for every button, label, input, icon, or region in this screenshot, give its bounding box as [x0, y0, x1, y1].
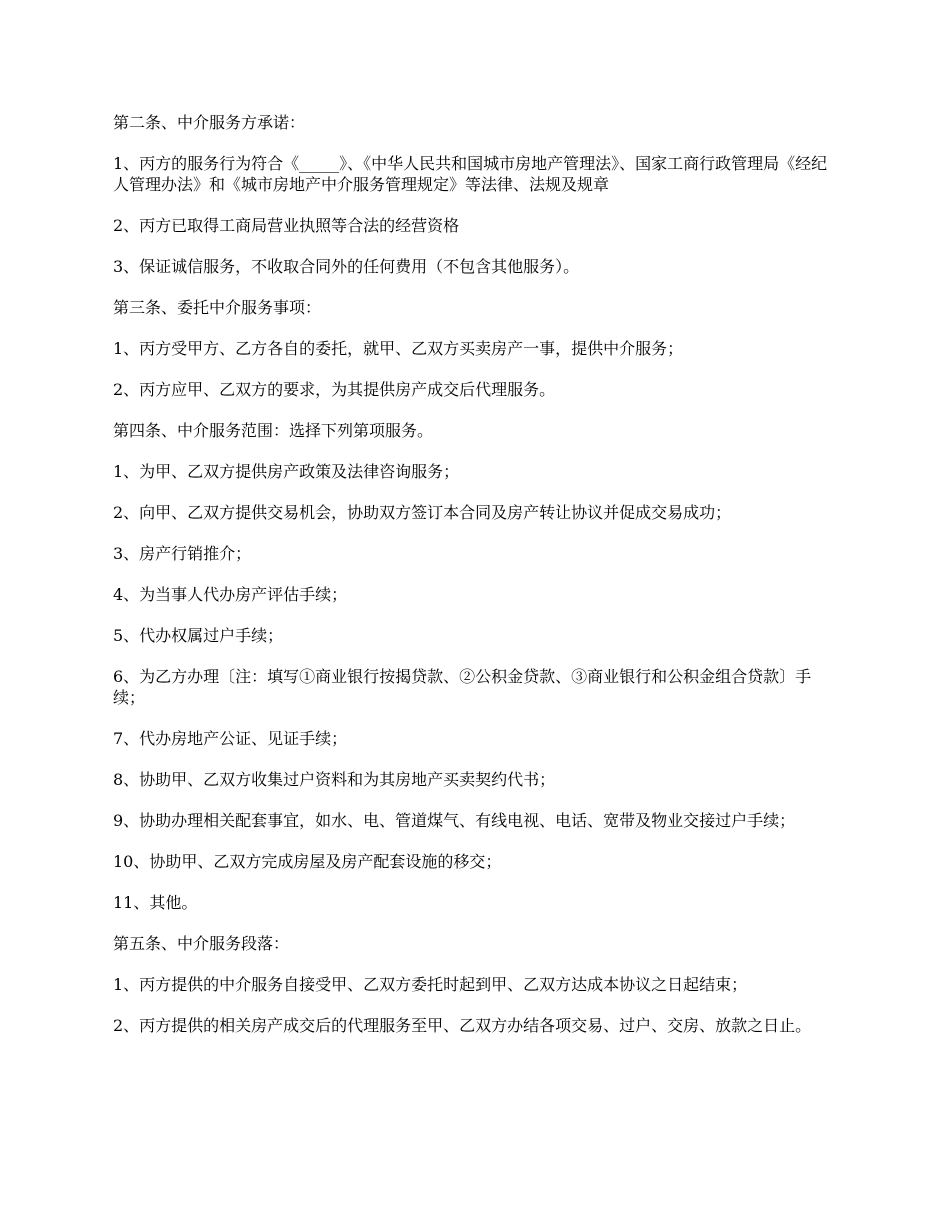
article-4-item-11: 11、其他。 — [113, 893, 198, 912]
article-2-item-3: 3、保证诚信服务，不收取合同外的任何费用（不包含其他服务）。 — [113, 257, 580, 276]
article-4-item-7: 7、代办房地产公证、见证手续； — [113, 729, 348, 748]
article-3-item-1: 1、丙方受甲方、乙方各自的委托，就甲、乙双方买卖房产一事，提供中介服务； — [113, 339, 684, 358]
article-5-heading: 第五条、中介服务段落： — [113, 934, 290, 953]
article-4-item-2: 2、向甲、乙双方提供交易机会，协助双方签订本合同及房产转让协议并促成交易成功； — [113, 503, 732, 522]
article-4-item-8: 8、协助甲、乙双方收集过户资料和为其房地产买卖契约代书； — [113, 770, 556, 789]
article-4-item-3: 3、房产行销推介； — [113, 544, 252, 563]
article-4-item-10: 10、协助甲、乙双方完成房屋及房产配套设施的移交； — [113, 852, 502, 871]
article-5-item-1: 1、丙方提供的中介服务自接受甲、乙双方委托时起到甲、乙双方达成本协议之日起结束； — [113, 975, 748, 994]
article-2-heading: 第二条、中介服务方承诺： — [113, 113, 306, 132]
article-4-heading: 第四条、中介服务范围：选择下列第项服务。 — [113, 421, 434, 440]
article-4-item-1: 1、为甲、乙双方提供房产政策及法律咨询服务； — [113, 462, 460, 481]
article-5-item-2: 2、丙方提供的相关房产成交后的代理服务至甲、乙双方办结各项交易、过户、交房、放款之日止。 — [113, 1016, 812, 1035]
article-3-item-2: 2、丙方应甲、乙双方的要求，为其提供房产成交后代理服务。 — [113, 380, 556, 399]
article-4-item-6: 6、为乙方办理〔注：填写①商业银行按揭贷款、②公积金贷款、③商业银行和公积金组合贷款〕手续； — [113, 667, 812, 707]
article-2-item-2: 2、丙方已取得工商局营业执照等合法的经营资格 — [113, 216, 460, 235]
article-4-item-4: 4、为当事人代办房产评估手续； — [113, 585, 348, 604]
article-2-item-1: 1、丙方的服务行为符合《_____》、《中华人民共和国城市房地产管理法》、国家工商行政管理局《经纪人管理办法》和《城市房地产中介服务管理规定》等法律、法规及规章 — [113, 154, 828, 194]
article-3-heading: 第三条、委托中介服务事项： — [113, 298, 322, 317]
article-4-item-5: 5、代办权属过户手续； — [113, 626, 284, 645]
article-4-item-9: 9、协助办理相关配套事宜，如水、电、管道煤气、有线电视、电话、宽带及物业交接过户手续； — [113, 811, 796, 830]
